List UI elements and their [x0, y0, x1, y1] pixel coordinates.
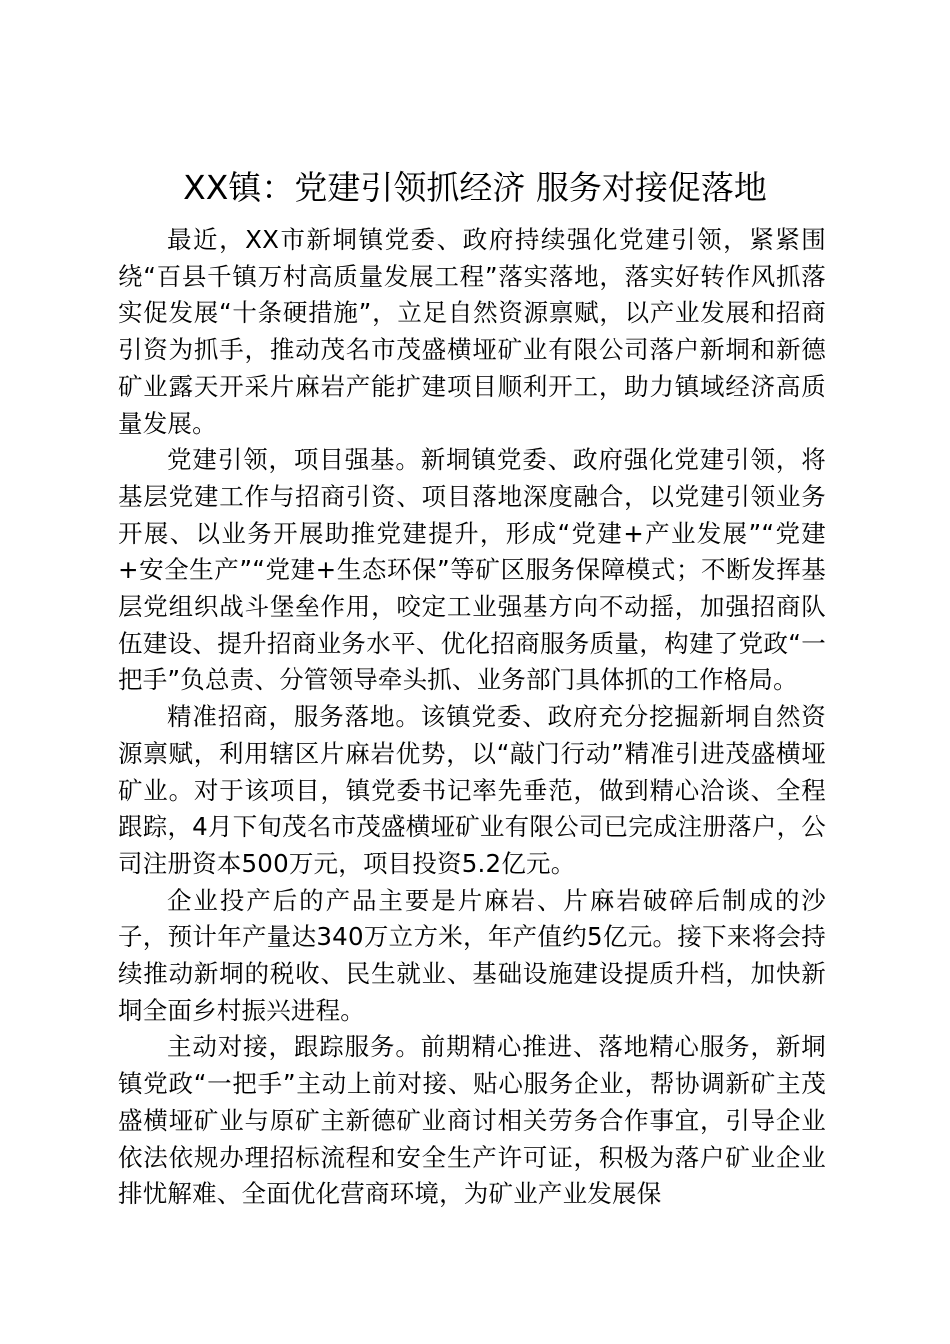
document-body	[118, 222, 826, 1213]
paragraph: 精准招商，服务落地。该镇党委、政府充分挖掘新垌自然资源禀赋，利用辖区片麻岩优势，以“敲门行动”精准引进茂盛横垭矿业。对于该项目，镇党委书记率先垂范，做到精心洽谈、全程跟踪，4月下旬茂名市茂盛横垭矿业有限公司已完成注册落户，公司注册资本500万元，项目投资5.2亿元。	[118, 702, 826, 878]
paragraph: 党建引领，项目强基。新垌镇党委、政府强化党建引领，将基层党建工作与招商引资、项目落地深度融合，以党建引领业务开展、以业务开展助推党建提升，形成“党建+产业发展”“党建+安全生产”“党建+生态环保”等矿区服务保障模式；不断发挥基层党组织战斗堡垒作用，咬定工业强基方向不动摇，加强招商队伍建设、提升招商业务水平、优化招商服务质量，构建了党政“一把手”负总责、分管领导牵头抓、业务部门具体抓的工作格局。	[118, 445, 826, 695]
paragraph: 最近，XX市新垌镇党委、政府持续强化党建引领，紧紧围绕“百县千镇万村高质量发展工程”落实落地，落实好转作风抓落实促发展“十条硬措施”，立足自然资源禀赋，以产业发展和招商引资为抓手，推动茂名市茂盛横垭矿业有限公司落户新垌和新德矿业露天开采片麻岩产能扩建项目顺利开工，助力镇域经济高质量发展。	[118, 225, 826, 438]
paragraph: 主动对接，跟踪服务。前期精心推进、落地精心服务，新垌镇党政“一把手”主动上前对接、贴心服务企业，帮协调新矿主茂盛横垭矿业与原矿主新德矿业商讨相关劳务合作事宜，引导企业依法依规办理招标流程和安全生产许可证，积极为落户矿业企业排忧解难、全面优化营商环境，为矿业产业发展保	[118, 1032, 826, 1209]
paragraph: 企业投产后的产品主要是片麻岩、片麻岩破碎后制成的沙子，预计年产量达340万立方米，年产值约5亿元。接下来将会持续推动新垌的税收、民生就业、基础设施建设提质升档，加快新垌全面乡村振兴进程。	[118, 885, 826, 1025]
document-title: XX镇：党建引领抓经济 服务对接促落地	[183, 168, 767, 207]
